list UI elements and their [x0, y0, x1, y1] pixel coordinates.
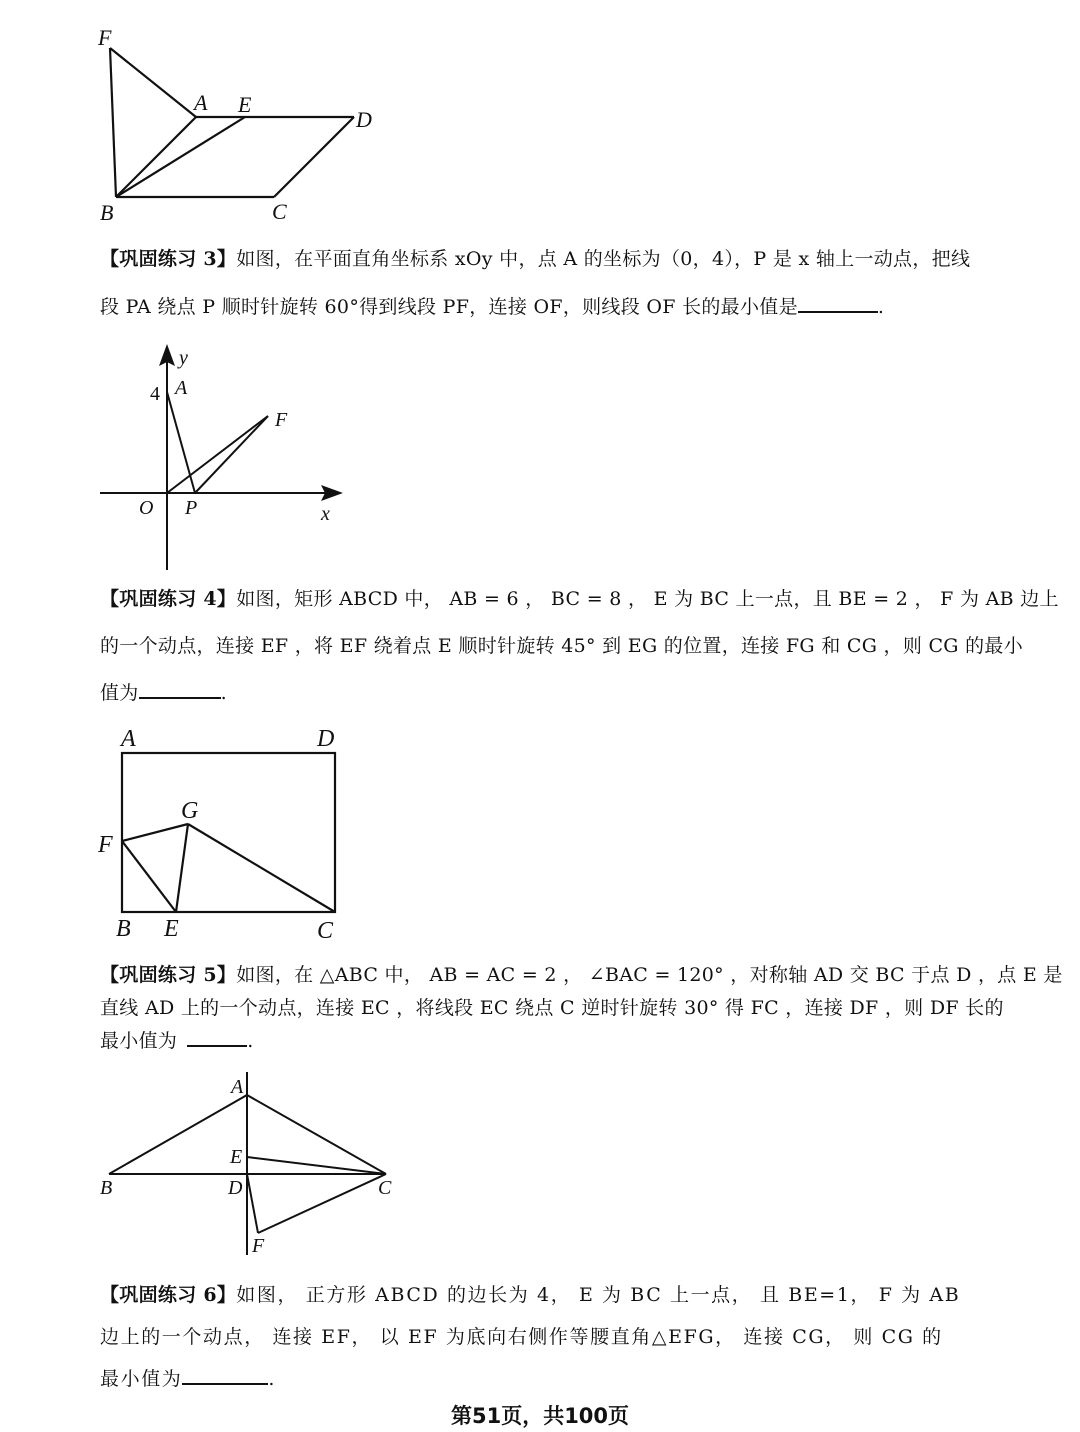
- label-E: E: [230, 1146, 243, 1168]
- label-F: F: [275, 409, 288, 431]
- label-C: C: [378, 1177, 392, 1199]
- exercise-6-line3: 最小值为: [100, 1368, 183, 1390]
- label-B: B: [116, 916, 131, 942]
- label-B: B: [100, 200, 114, 225]
- tick-label-4: 4: [150, 383, 160, 405]
- period: .: [247, 1030, 254, 1052]
- exercise-4-line2: 的一个动点，连接 EF ，将 EF 绕着点 E 顺时针旋转 45° 到 EG 的位置，连接 FG 和 CG ，则 CG 的最小: [100, 635, 1024, 657]
- exercise-4-tag: 【巩固练习 4】: [100, 588, 237, 610]
- axis-label-y: y: [179, 347, 188, 369]
- answer-blank-4[interactable]: [139, 679, 221, 699]
- label-O: O: [139, 497, 154, 519]
- label-G: G: [181, 798, 199, 824]
- label-F: F: [98, 25, 112, 50]
- exercise-5-line2: 直线 AD 上的一个动点，连接 EC ，将线段 EC 绕点 C 逆时针旋转 30° 得 FC ，连接 DF ，则 DF 长的: [100, 997, 1004, 1019]
- period: .: [877, 296, 885, 318]
- label-D: D: [317, 726, 335, 752]
- exercise-4-line1: 如图，矩形 ABCD 中， AB = 6 ， BC = 8 ， E 为 BC 上一点，且 BE = 2 ， F 为 AB 边上: [236, 588, 1059, 610]
- exercise-5-line1: 如图，在 △ABC 中， AB = AC = 2 ， ∠BAC = 120° ，对称轴 AD 交 BC 于点 D ，点 E 是: [236, 964, 1063, 986]
- axis-label-x: x: [321, 503, 330, 525]
- label-F: F: [98, 832, 113, 858]
- label-A: A: [231, 1076, 244, 1098]
- label-P: P: [185, 497, 198, 519]
- figure-parallelogram: [90, 20, 390, 230]
- answer-blank-5[interactable]: [187, 1027, 247, 1047]
- answer-blank-3[interactable]: [798, 293, 878, 313]
- label-A: A: [175, 377, 188, 399]
- exercise-6-tag: 【巩固练习 6】: [100, 1284, 237, 1306]
- exercise-5-tag: 【巩固练习 5】: [100, 964, 237, 986]
- exercise-3-line1: 如图，在平面直角坐标系 xOy 中，点 A 的坐标为（0，4），P 是 x 轴上一动点，把线: [236, 248, 971, 270]
- label-E: E: [238, 92, 252, 117]
- exercise-6-line2: 边上的一个动点， 连接 EF， 以 EF 为底向右侧作等腰直角△EFG， 连接 CG， 则 CG 的: [100, 1326, 943, 1348]
- figure-isosceles-triangle: [95, 1068, 405, 1263]
- label-D: D: [356, 107, 372, 132]
- label-C: C: [317, 918, 334, 944]
- label-A: A: [121, 726, 136, 752]
- page-footer: 第51页，共100页: [450, 1404, 630, 1428]
- exercise-6-line1: 如图， 正方形 ABCD 的边长为 4， E 为 BC 上一点， 且 BE=1， F 为 AB: [236, 1284, 961, 1306]
- exercise-3-tag: 【巩固练习 3】: [100, 248, 237, 270]
- label-C: C: [272, 199, 287, 224]
- label-F: F: [252, 1235, 265, 1257]
- exercise-5-line3: 最小值为: [100, 1030, 178, 1052]
- label-B: B: [100, 1177, 113, 1199]
- exercise-3-line2: 段 PA 绕点 P 顺时针旋转 60°得到线段 PF，连接 OF，则线段 OF 长的最小值是: [100, 296, 798, 318]
- figure-coordinate-plane: [95, 340, 355, 575]
- label-E: E: [164, 916, 179, 942]
- label-A: A: [194, 90, 208, 115]
- answer-blank-6[interactable]: [182, 1365, 268, 1385]
- exercise-4-line3: 值为: [100, 682, 139, 704]
- period: .: [220, 682, 227, 704]
- period: .: [268, 1368, 277, 1390]
- label-D: D: [228, 1177, 243, 1199]
- figure-rectangle: [95, 722, 355, 947]
